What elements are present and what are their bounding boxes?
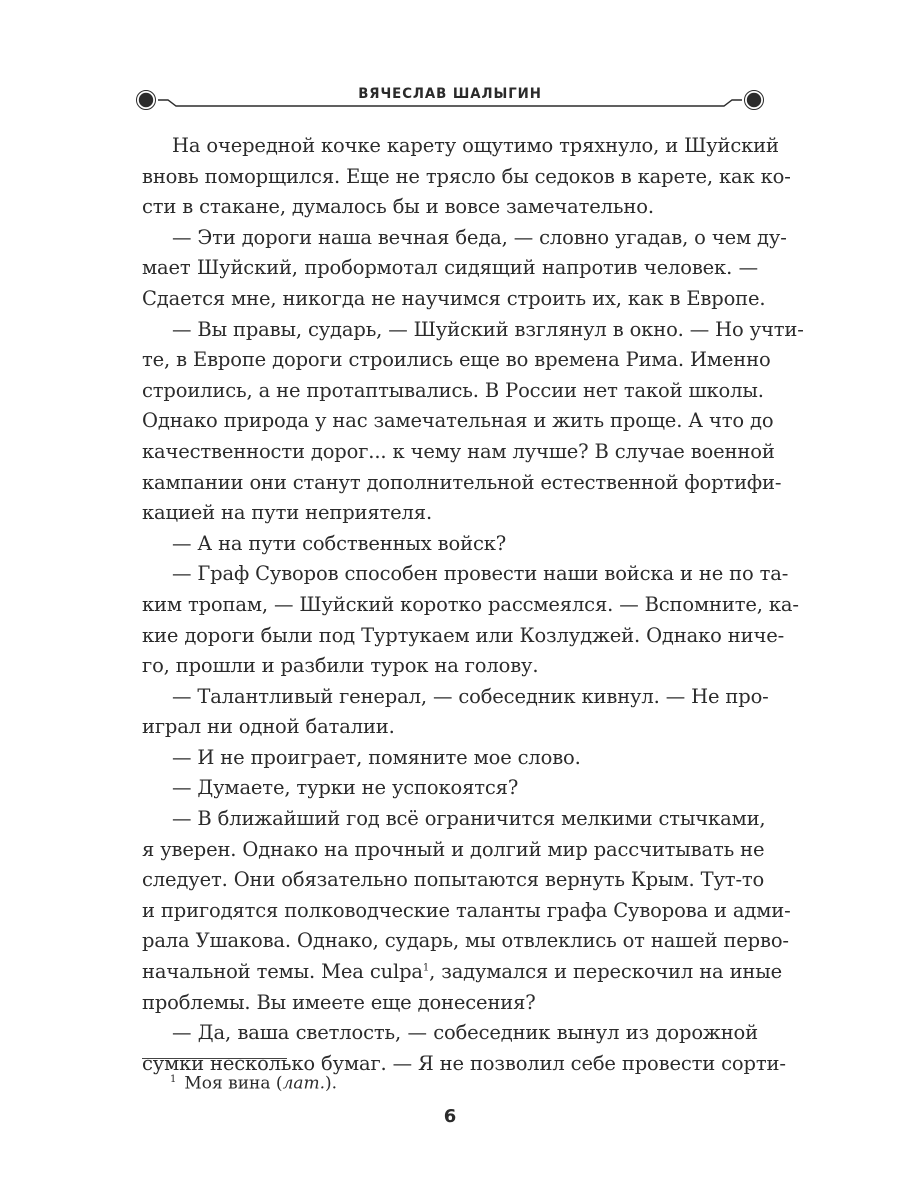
text-line: кие дороги были под Туртукаем или Козлуджей. Однако ниче- bbox=[142, 623, 785, 647]
text-line: вновь поморщился. Еще не трясло бы седоков в карете, как ко- bbox=[142, 164, 791, 188]
footnote-reference: 1 bbox=[422, 962, 430, 974]
text-line: — А на пути собственных войск? bbox=[172, 531, 507, 555]
text-line: кацией на пути неприятеля. bbox=[142, 501, 432, 525]
text-line: сумки несколько бумаг. — Я не позволил себе провести сорти- bbox=[142, 1051, 786, 1075]
text-line: строились, а не протаптывались. В России нет такой школы. bbox=[142, 378, 764, 402]
footnote-text-end: ). bbox=[325, 1073, 338, 1094]
text-line: и пригодятся полководческие таланты графа Суворова и адми- bbox=[142, 898, 791, 922]
text-line-with-footnote-ref bbox=[142, 957, 783, 988]
text-line: Сдается мне, никогда не научимся строить их, как в Европе. bbox=[142, 286, 766, 310]
text-line: — Талантливый генерал, — собеседник кивнул. — Не про- bbox=[172, 684, 769, 708]
text-line: кампании они станут дополнительной естественной фортифи- bbox=[142, 470, 782, 494]
text-line: — Граф Суворов способен провести наши войска и не по та- bbox=[172, 562, 789, 586]
text-line: рала Ушакова. Однако, сударь, мы отвлеклись от нашей перво- bbox=[142, 929, 789, 953]
main-text bbox=[142, 131, 804, 1079]
footnote-italic: лат. bbox=[282, 1073, 326, 1094]
text-line: — Вы правы, сударь, — Шуйский взглянул в окно. — Но учти- bbox=[172, 317, 804, 341]
text-line: качественности дорог... к чему нам лучше? В случае военной bbox=[142, 439, 775, 463]
text-line: — В ближайший год всё ограничится мелкими стычками, bbox=[172, 807, 766, 831]
page-number: 6 bbox=[443, 1106, 457, 1127]
text-line: — Думаете, турки не успокоятся? bbox=[172, 776, 519, 800]
footnote bbox=[142, 1068, 337, 1096]
text-segment: начальной темы. Mea culpa bbox=[142, 960, 423, 984]
text-line: Однако природа у нас замечательная и жить проще. А что до bbox=[142, 409, 774, 433]
text-line: играл ни одной баталии. bbox=[142, 715, 395, 739]
footnote-marker: 1 bbox=[170, 1074, 177, 1085]
text-line: сти в стакане, думалось бы и вовсе замечательно. bbox=[142, 195, 654, 219]
running-header bbox=[132, 82, 768, 118]
footnote-text: Моя вина ( bbox=[184, 1073, 283, 1094]
text-line: те, в Европе дороги строились еще во времена Рима. Именно bbox=[142, 348, 771, 372]
text-line: ким тропам, — Шуйский коротко рассмеялся. — Вспомните, ка- bbox=[142, 592, 799, 616]
text-line: — И не проиграет, помяните мое слово. bbox=[172, 745, 581, 769]
text-line: мает Шуйский, пробормотал сидящий напротив человек. — bbox=[142, 256, 758, 280]
text-line: го, прошли и разбили турок на голову. bbox=[142, 654, 539, 678]
text-line: я уверен. Однако на прочный и долгий мир рассчитывать не bbox=[142, 837, 765, 861]
text-line: — Эти дороги наша вечная беда, — словно угадав, о чем ду- bbox=[172, 225, 787, 249]
text-line: следует. Они обязательно попытаются вернуть Крым. Тут-то bbox=[142, 868, 765, 892]
text-line: проблемы. Вы имеете еще донесения? bbox=[142, 990, 536, 1014]
text-segment: , задумался и перескочил на иные bbox=[429, 960, 783, 984]
header-author-name: ВЯЧЕСЛАВ ШАЛЫГИН bbox=[358, 86, 542, 102]
text-line: На очередной кочке карету ощутимо тряхнуло, и Шуйский bbox=[172, 134, 779, 157]
footnote-divider bbox=[142, 1058, 287, 1059]
text-line: — Да, ваша светлость, — собеседник вынул из дорожной bbox=[172, 1021, 758, 1045]
